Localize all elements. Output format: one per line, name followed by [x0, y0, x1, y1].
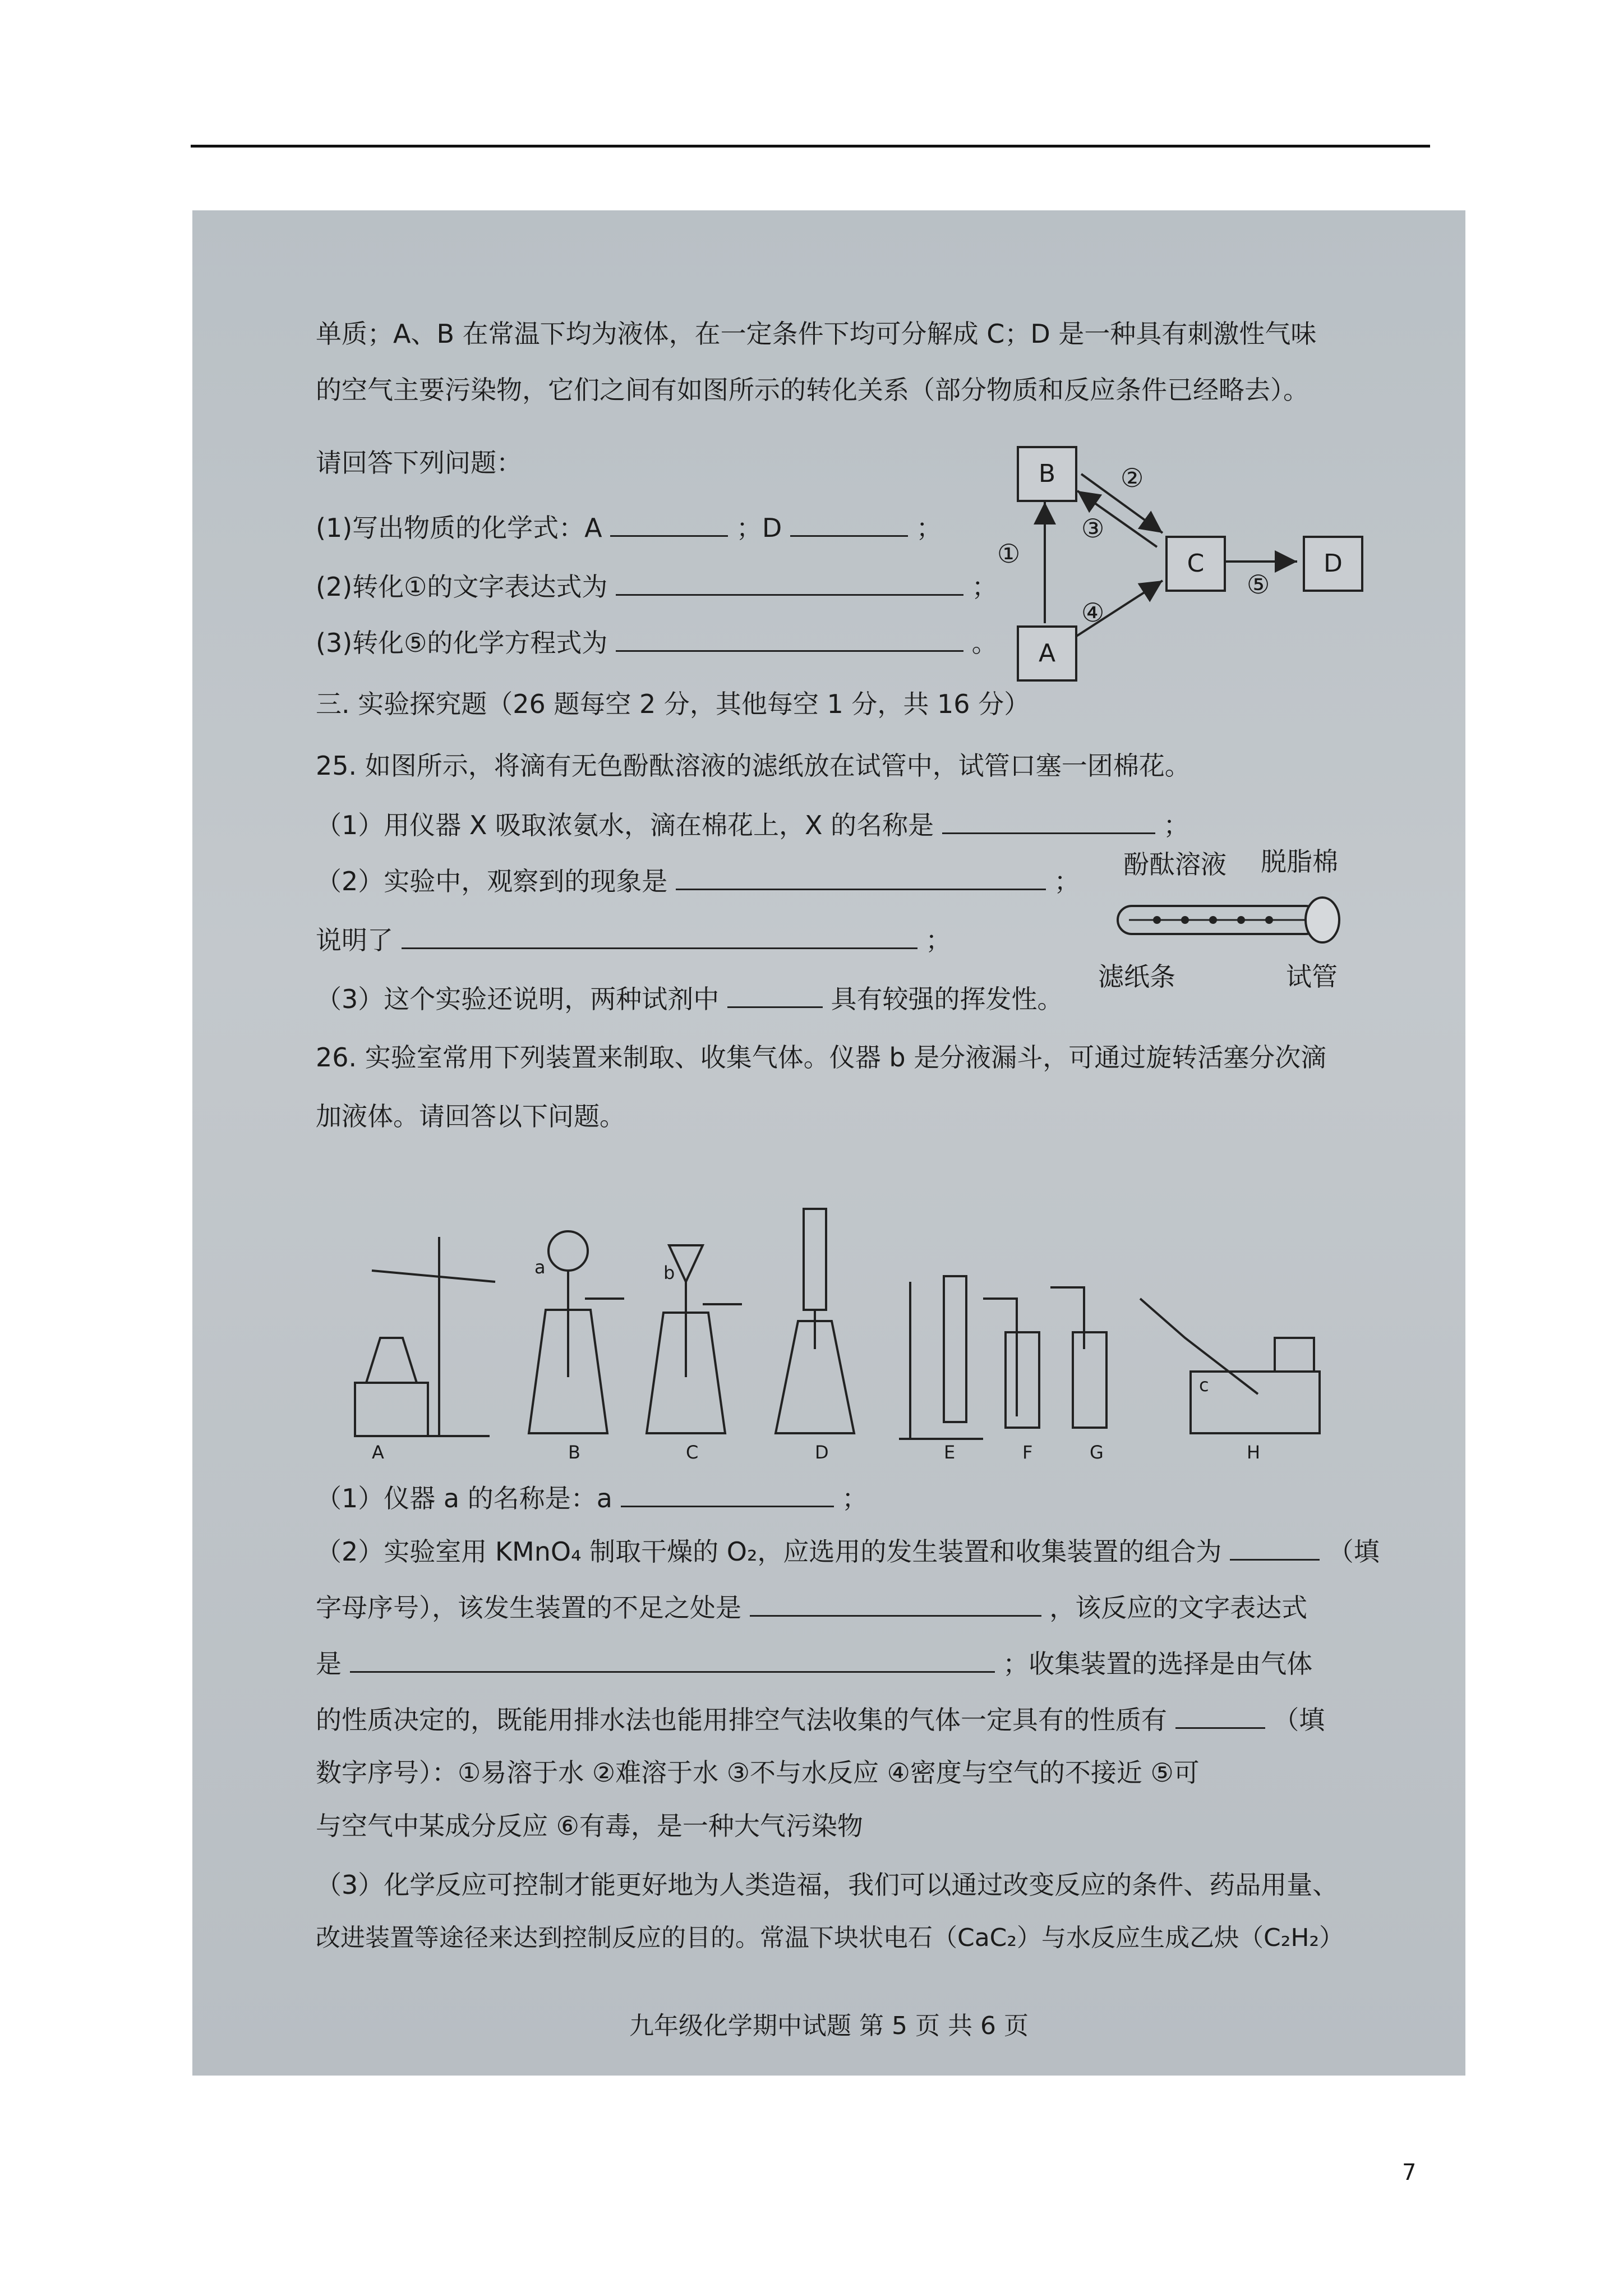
node-c: C: [1165, 536, 1226, 592]
q26-part2b: 字母序号），该发生装置的不足之处是 ，该反应的文字表达式: [316, 1590, 1307, 1625]
q26-part3b: 改进装置等途径来达到控制反应的目的。常温下块状电石（CaC₂）与水反应生成乙炔（C₂H₂）: [316, 1924, 1344, 1952]
label-test-tube: 试管: [1286, 961, 1338, 992]
text-line-2: 的空气主要污染物，它们之间有如图所示的转化关系（部分物质和反应条件已经略去）。: [316, 375, 1309, 405]
answer-blank-q24-3[interactable]: [616, 625, 963, 652]
label-instrument-a: a: [534, 1257, 546, 1278]
q26-title: 26. 实验室常用下列装置来制取、收集气体。仪器 b 是分液漏斗，可通过旋转活塞分次滴: [316, 1042, 1327, 1073]
q25-part1: （1）用仪器 X 吸取浓氨水，滴在棉花上，X 的名称是 ；: [316, 808, 1189, 842]
arrow-label-4: ④: [1081, 597, 1105, 628]
q25-part3: （3）这个实验还说明，两种试剂中 具有较强的挥发性。: [316, 982, 1063, 1016]
answer-blank-q24-2[interactable]: [616, 569, 963, 596]
arrow-label-5: ⑤: [1247, 569, 1270, 600]
answer-blank-q25-3[interactable]: [727, 982, 823, 1008]
arrow-label-3: ③: [1081, 513, 1105, 544]
diagram-arrows: [978, 435, 1381, 693]
answer-blank-q26-1[interactable]: [621, 1481, 834, 1507]
q25-title: 25. 如图所示，将滴有无色酚酞溶液的滤纸放在试管中，试管口塞一团棉花。: [316, 751, 1191, 781]
label-cotton: 脱脂棉: [1261, 846, 1338, 877]
apparatus-e-label: E: [944, 1442, 956, 1463]
label-instrument-b: b: [663, 1262, 675, 1283]
node-b: B: [1017, 446, 1077, 502]
q26-part2c: 是 ；收集装置的选择是由气体: [316, 1646, 1312, 1681]
exam-footer: 九年级化学期中试题 第 5 页 共 6 页: [629, 2012, 1029, 2040]
answer-blank-q26-2c[interactable]: [350, 1646, 995, 1673]
apparatus-b-label: B: [568, 1442, 580, 1463]
q26-part2d: 的性质决定的，既能用排水法也能用排空气法收集的气体一定具有的性质有 （填: [316, 1703, 1325, 1737]
apparatus-f-label: F: [1022, 1442, 1033, 1463]
test-tube-figure: [1106, 889, 1359, 951]
answer-blank-q25-2[interactable]: [676, 864, 1046, 890]
node-a: A: [1017, 625, 1077, 682]
q26-part2a: （2）实验室用 KMnO₄ 制取干燥的 O₂，应选用的发生装置和收集装置的组合为 （填: [316, 1534, 1380, 1568]
apparatus-g-label: G: [1090, 1442, 1104, 1463]
apparatus-a-label: A: [372, 1442, 384, 1463]
q26-part2f: 与空气中某成分反应 ⑥有毒，是一种大气污染物: [316, 1811, 863, 1841]
q26-part3a: （3）化学反应可控制才能更好地为人类造福，我们可以通过改变反应的条件、药品用量、: [316, 1870, 1339, 1900]
label-filter-paper: 滤纸条: [1098, 961, 1175, 992]
header-rule: [191, 145, 1430, 148]
page-number: 7: [1402, 2160, 1417, 2185]
apparatus-c-label: C: [686, 1442, 699, 1463]
answer-blank-q25-2b[interactable]: [402, 923, 917, 949]
section-3-heading: 三. 实验探究题（26 题每空 2 分，其他每空 1 分，共 16 分）: [316, 689, 1030, 719]
answer-blank-q26-2a[interactable]: [1230, 1534, 1320, 1561]
q26-part1: （1）仪器 a 的名称是：a ；: [316, 1481, 868, 1515]
q26-title-2: 加液体。请回答以下问题。: [316, 1101, 625, 1131]
arrow-label-2: ②: [1121, 463, 1144, 493]
answer-blank-q26-2b[interactable]: [750, 1590, 1041, 1617]
q26-part2e: 数字序号）：①易溶于水 ②难溶于水 ③不与水反应 ④密度与空气的不接近 ⑤可: [316, 1757, 1200, 1788]
q25-part2: （2）实验中，观察到的现象是 ；: [316, 864, 1080, 898]
q24-part2: (2)转化①的文字表达式为 ；: [316, 569, 998, 604]
apparatus-d-label: D: [815, 1442, 829, 1463]
answer-blank-q26-2d[interactable]: [1175, 1703, 1265, 1729]
label-instrument-c: c: [1199, 1374, 1209, 1396]
answer-blank-q25-1[interactable]: [942, 808, 1155, 834]
q24-part3: (3)转化⑤的化学方程式为 。: [316, 625, 998, 660]
q25-part2b: 说明了 ；: [316, 923, 951, 957]
node-d: D: [1303, 536, 1363, 592]
q24-part1: (1)写出物质的化学式：A ；D ；: [316, 510, 942, 545]
text-line-1: 单质；A、B 在常温下均为液体，在一定条件下均可分解成 C；D 是一种具有刺激性气味: [316, 319, 1317, 349]
answer-blank-d[interactable]: [790, 510, 908, 537]
apparatus-h-label: H: [1247, 1442, 1261, 1463]
answer-blank-a[interactable]: [610, 510, 728, 537]
text-line-3: 请回答下列问题：: [316, 448, 522, 478]
apparatus-figure: [344, 1203, 1409, 1517]
label-phenolphthalein: 酚酞溶液: [1123, 849, 1227, 880]
arrow-label-1: ①: [997, 539, 1021, 569]
scanned-exam-photo: [192, 210, 1465, 2076]
